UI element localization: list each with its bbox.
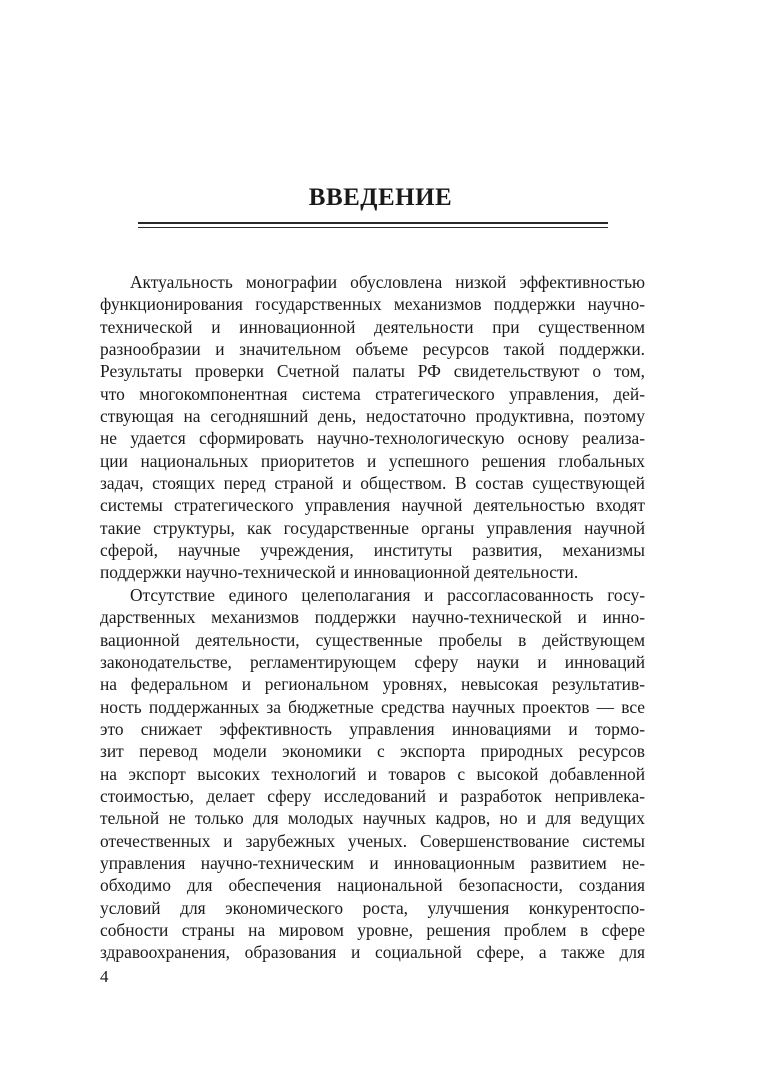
text-line: на федеральном и региональном уровнях, невысокая результатив- [100,674,645,695]
title-underline-thick [138,222,608,224]
text-line: условий для экономического роста, улучшения конкурентоспо- [100,897,645,918]
text-line: функционирования государственных механизмов поддержки научно- [100,294,645,315]
text-line: зит перевод модели экономики с экспорта природных ресурсов [100,741,645,762]
text-line: системы стратегического управления научной деятельностью входят [100,495,645,516]
text-line: Отсутствие единого целеполагания и рассогласованность госу- [130,584,645,605]
text-line: Результаты проверки Счетной палаты РФ свидетельствуют о том, [100,361,645,382]
text-line: ции национальных приоритетов и успешного решения глобальных [100,450,645,471]
text-line: технической и инновационной деятельности при существенном [100,316,645,337]
text-line: обходимо для обеспечения национальной безопасности, создания [100,875,645,896]
page-title: ВВЕДЕНИЕ [308,184,453,211]
text-line: такие структуры, как государственные органы управления научной [100,517,645,538]
text-line: отечественных и зарубежных ученых. Совершенствование системы [100,830,645,851]
text-line: это снижает эффективность управления инновациями и тормо- [100,718,645,739]
text-line: поддержки научно-технической и инновационной деятельности. [100,562,579,583]
text-line: задач, стоящих перед страной и обществом. В состав существующей [100,473,645,494]
text-line: ность поддержанных за бюджетные средства научных проектов — все [100,696,645,717]
text-line: разнообразии и значительном объеме ресурсов такой поддержки. [100,339,645,360]
text-line: собности страны на мировом уровне, решения проблем в сфере [100,919,645,940]
text-line: здравоохранения, образования и социальной сфере, а также для [100,942,645,963]
text-line: тельной не только для молодых научных кадров, но и для ведущих [100,808,645,829]
text-line: законодательстве, регламентирующем сферу науки и инноваций [100,651,645,672]
text-line: стоимостью, делает сферу исследований и разработок непривлека- [100,785,645,806]
text-line: не удается сформировать научно-технологическую основу реализа- [100,428,645,449]
text-line: дарственных механизмов поддержки научно-технической и инно- [100,607,645,628]
text-line: ствующая на сегодняшний день, недостаточно продуктивна, поэтому [100,406,645,427]
page-number: 4 [100,967,109,986]
text-line: управления научно-техническим и инновационным развитием не- [100,852,645,873]
body-text [100,271,645,964]
title-underline-thin [138,227,608,228]
text-line: на экспорт высоких технологий и товаров с высокой добавленной [100,763,645,784]
text-line: Актуальность монографии обусловлена низкой эффективностью [130,272,645,292]
text-line: вационной деятельности, существенные пробелы в действующем [100,629,645,650]
text-line: сферой, научные учреждения, институты развития, механизмы [100,540,645,561]
text-line: что многокомпонентная система стратегического управления, дей- [100,383,645,404]
